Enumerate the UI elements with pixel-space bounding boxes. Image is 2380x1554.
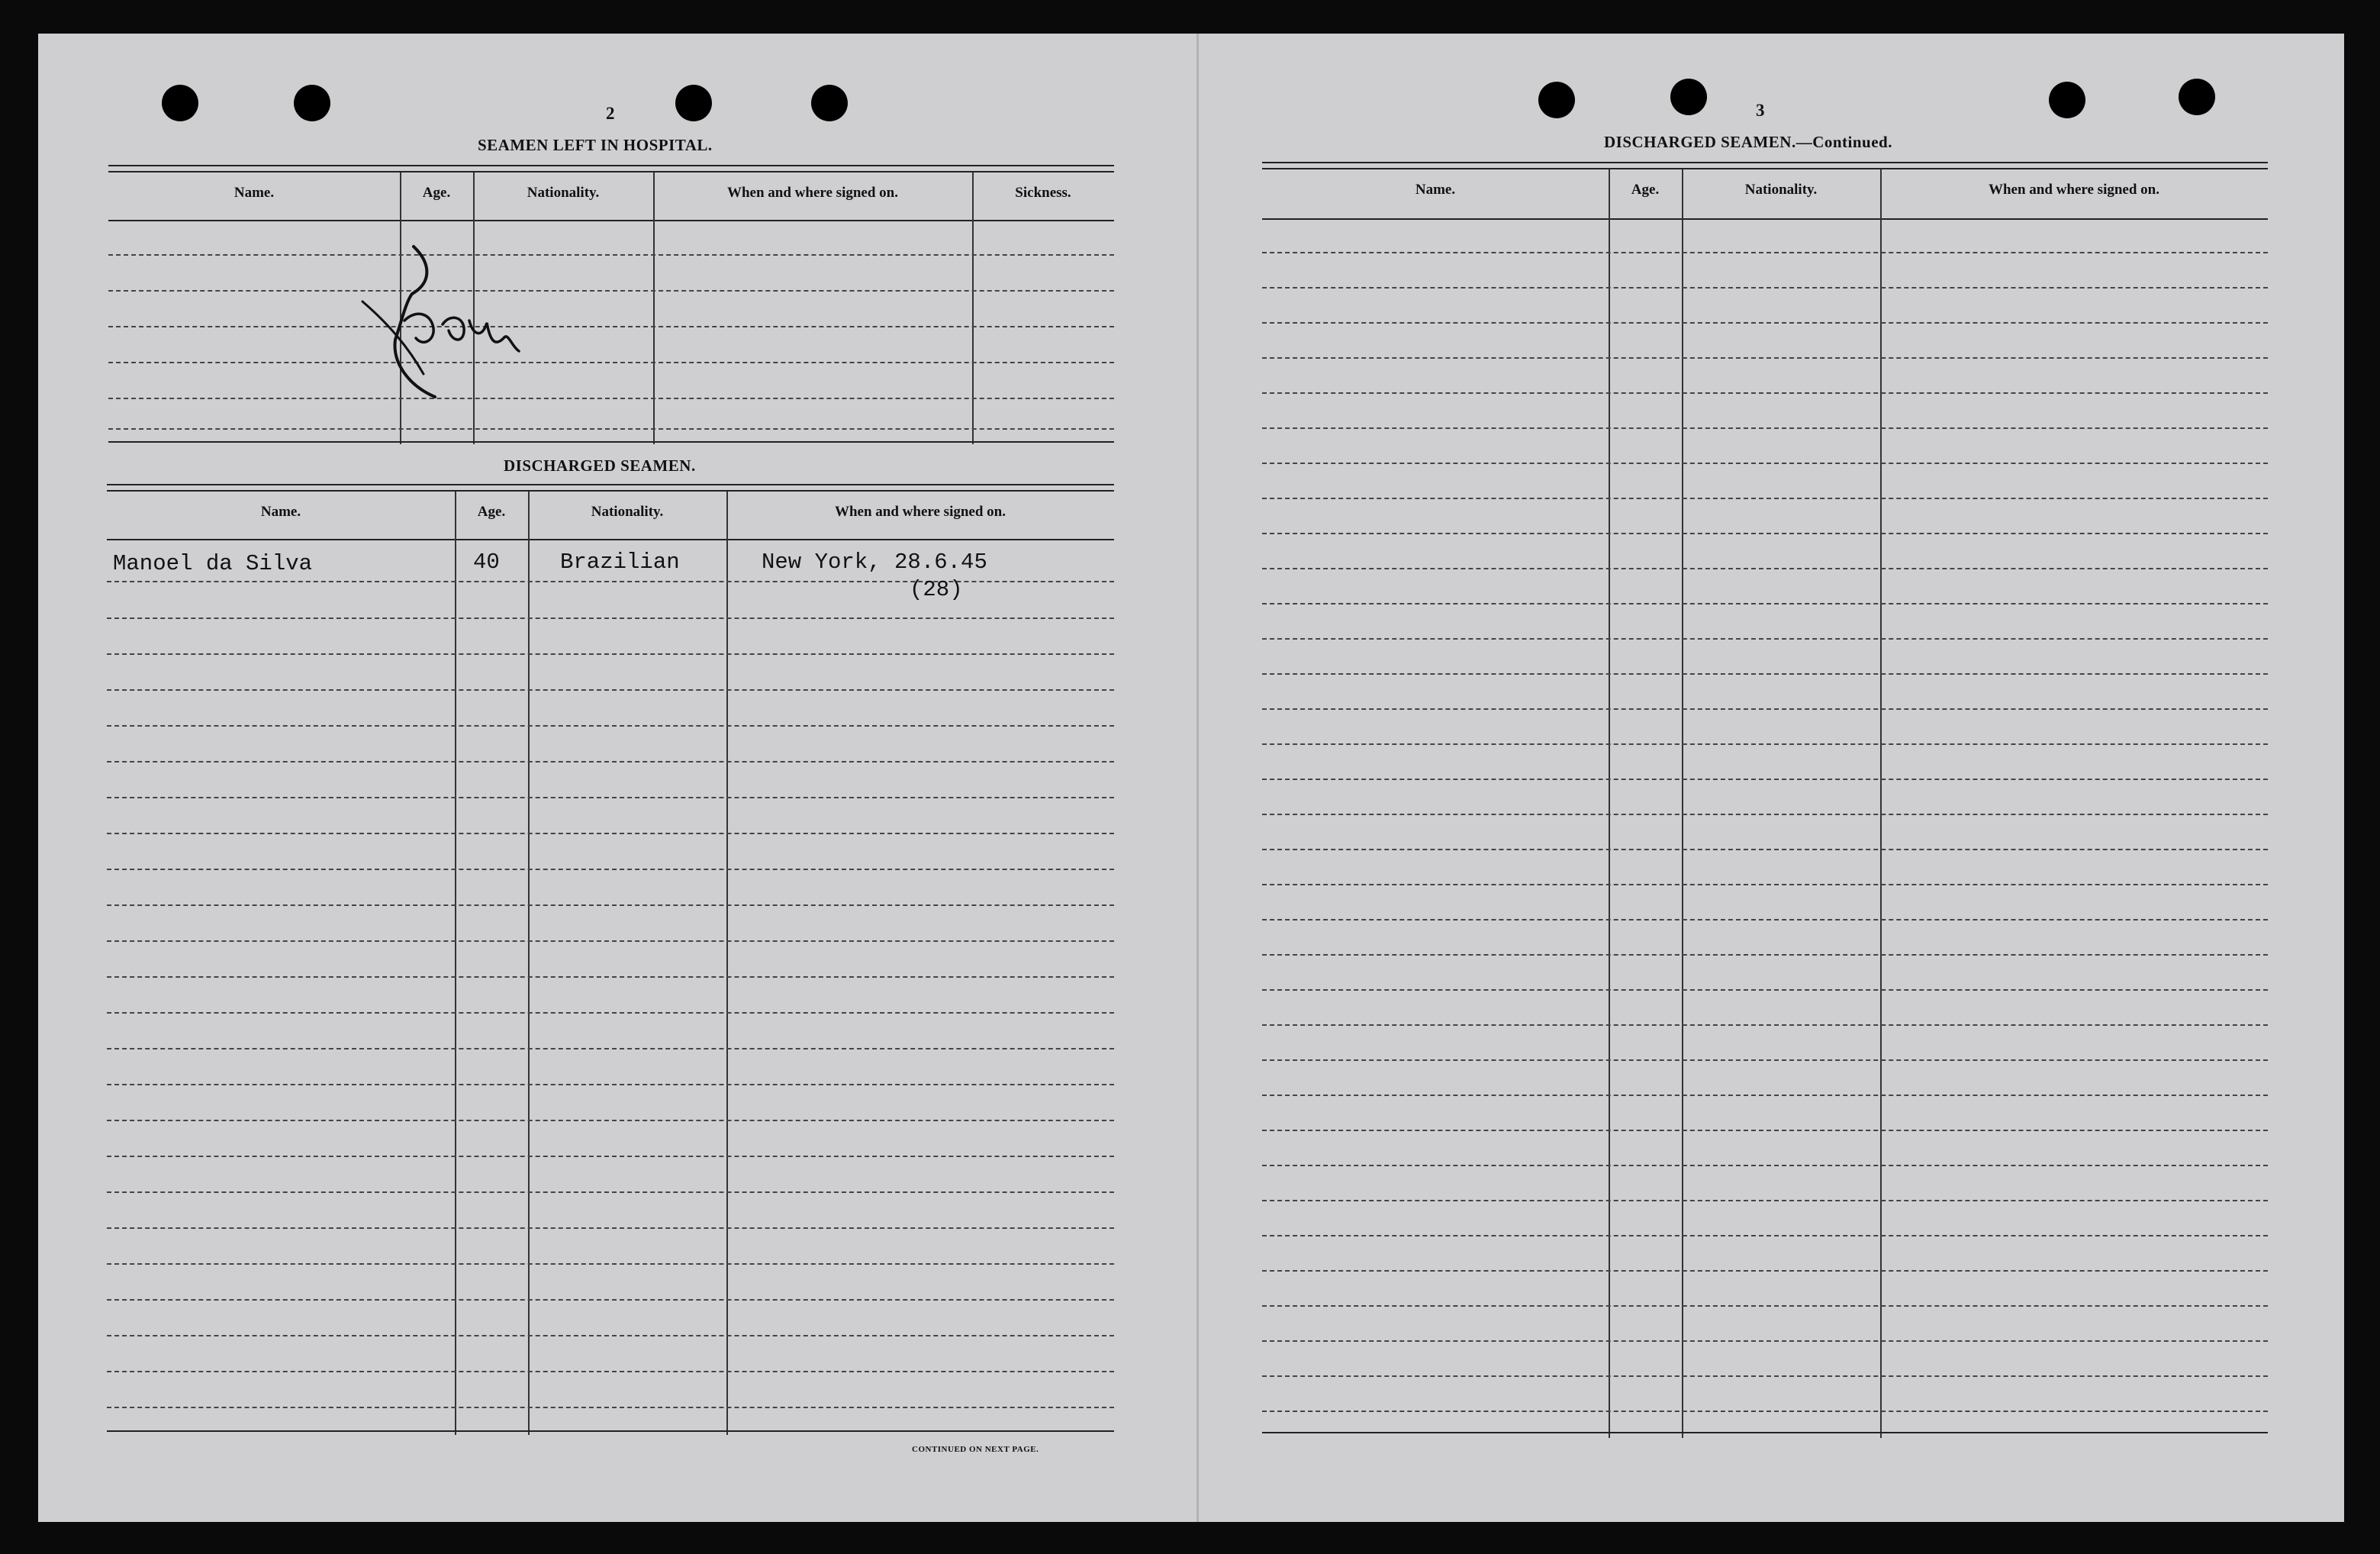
page-number-right: 3 — [1756, 101, 1765, 120]
discharged-col-age: Age. — [477, 504, 506, 520]
row-signed-on-note: (28) — [910, 577, 963, 602]
right-col-nationality: Nationality. — [1744, 182, 1818, 198]
hospital-col-sickness: Sickness. — [1015, 185, 1071, 201]
page-number-left: 2 — [606, 104, 615, 123]
punch-hole — [294, 85, 330, 121]
punch-hole — [1538, 82, 1575, 118]
row-age: 40 — [473, 550, 500, 575]
hospital-col-name: Name. — [233, 185, 275, 201]
punch-hole — [162, 85, 198, 121]
punch-hole — [1670, 79, 1707, 115]
row-nationality: Brazilian — [560, 550, 680, 575]
hospital-col-signed-on: When and where signed on. — [726, 185, 898, 201]
discharged-table-right — [1262, 162, 2268, 1438]
right-col-signed-on: When and where signed on. — [1988, 182, 2159, 198]
continued-footer: CONTINUED ON NEXT PAGE. — [912, 1445, 1039, 1454]
handwritten-none-signature — [359, 240, 542, 416]
discharged-col-signed-on: When and where signed on. — [834, 504, 1006, 520]
right-col-age: Age. — [1631, 182, 1660, 198]
hospital-table — [108, 165, 1114, 444]
hospital-section-title: SEAMEN LEFT IN HOSPITAL. — [478, 136, 713, 154]
row-signed-on: New York, 28.6.45 — [762, 550, 987, 575]
punch-hole — [811, 85, 848, 121]
punch-hole — [675, 85, 712, 121]
discharged-col-nationality: Nationality. — [591, 504, 664, 520]
row-name: Manoel da Silva — [113, 551, 313, 576]
punch-hole — [2179, 79, 2215, 115]
page-fold — [1196, 34, 1199, 1522]
discharged-table-left — [107, 484, 1114, 1435]
discharged-continued-title: DISCHARGED SEAMEN.—Continued. — [1604, 133, 1892, 151]
right-col-name: Name. — [1415, 182, 1456, 198]
hospital-col-age: Age. — [422, 185, 451, 201]
hospital-col-nationality: Nationality. — [527, 185, 600, 201]
discharged-col-name: Name. — [260, 504, 301, 520]
punch-hole — [2049, 82, 2085, 118]
discharged-section-title: DISCHARGED SEAMEN. — [504, 456, 696, 475]
